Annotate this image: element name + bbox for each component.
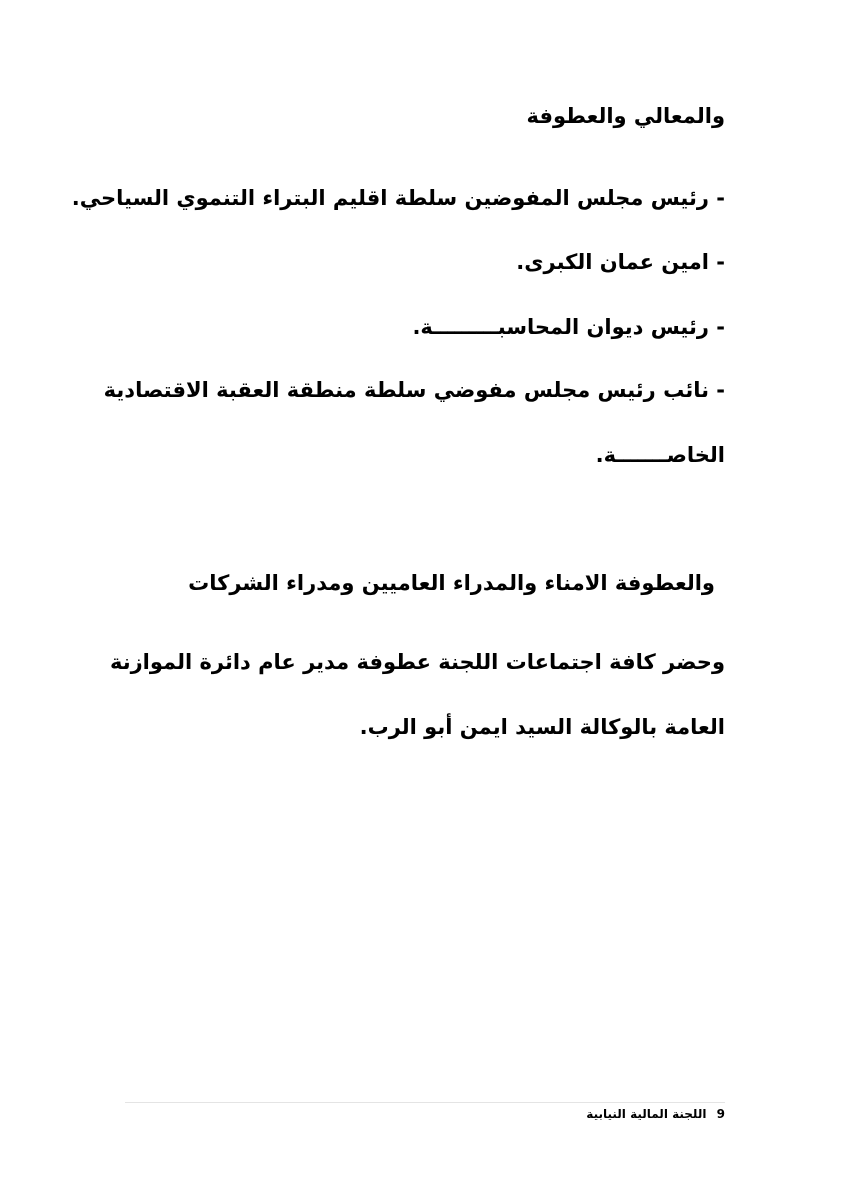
list-item-audit-bureau: - رئيس ديوان المحاسبـــــــــة. [412, 315, 725, 339]
footer-divider [125, 1102, 725, 1103]
list-item-amman-mayor: - امين عمان الكبرى. [516, 250, 725, 274]
page-footer [586, 1106, 725, 1122]
paragraph-attendance: وحضر كافة اجتماعات اللجنة عطوفة مدير عام دائرة الموازنة [109, 650, 725, 674]
list-item-aqaba-authority-cont: الخاصـــــــة. [595, 443, 725, 467]
paragraph-attendance-cont: العامة بالوكالة السيد ايمن أبو الرب. [359, 715, 725, 739]
page-number: 9 [716, 1107, 725, 1121]
paragraph-secretaries: والعطوفة الامناء والمدراء العاميين ومدراء الشركات [188, 571, 715, 595]
footer-title: اللجنة المالية النيابية [586, 1107, 707, 1121]
heading-excellencies: والمعالي والعطوفة [526, 104, 725, 128]
list-item-aqaba-authority: - نائب رئيس مجلس مفوضي سلطة منطقة العقبة الاقتصادية [103, 378, 725, 402]
list-item-petra-authority: - رئيس مجلس المفوضين سلطة اقليم البتراء التنموي السياحي. [71, 186, 725, 210]
